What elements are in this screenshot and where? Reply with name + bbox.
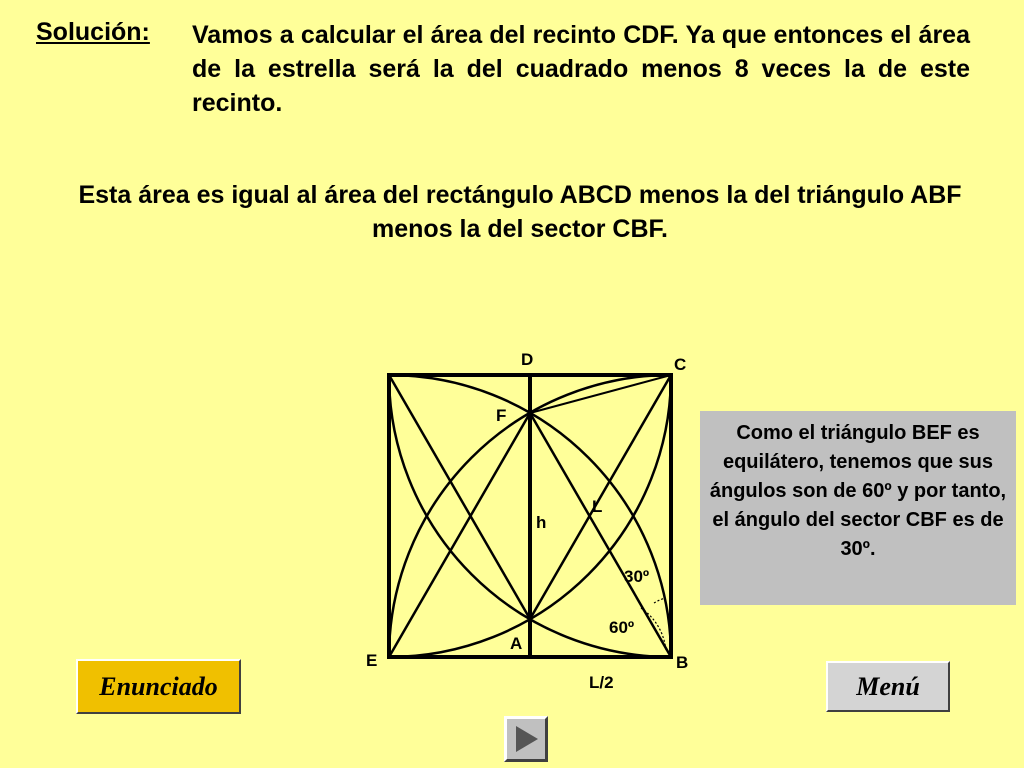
label-angle-60: 60º	[609, 618, 635, 637]
label-angle-30: 30º	[624, 567, 650, 586]
label-D: D	[521, 350, 534, 369]
label-E: E	[366, 651, 378, 670]
enunciado-button[interactable]: Enunciado	[76, 659, 241, 714]
note-box: Como el triángulo BEF es equilátero, tenemos que sus ángulos son de 60º y por tanto, el ángulo del sector CBF es de 30º.	[700, 411, 1016, 605]
angle-arc-60	[641, 608, 666, 651]
label-L: L	[592, 497, 603, 516]
line-FC	[530, 375, 671, 413]
label-h: h	[536, 513, 547, 532]
solution-text: Vamos a calcular el área del recinto CDF. Ya que entonces el área de la estrella será la del cuadrado menos 8 veces la de este recinto.	[192, 21, 970, 117]
label-A: A	[510, 634, 523, 653]
next-button[interactable]	[504, 716, 548, 762]
label-half-side: L/2	[589, 673, 614, 692]
label-B: B	[676, 653, 689, 672]
label-F: F	[496, 406, 507, 425]
angle-arc-30	[654, 598, 665, 603]
line-EF	[389, 413, 530, 657]
label-C: C	[674, 355, 687, 374]
menu-button[interactable]: Menú	[826, 661, 950, 712]
play-arrow-icon	[516, 726, 538, 752]
geometry-diagram	[356, 342, 702, 692]
line-top-left-A	[389, 375, 530, 619]
explanation-text: Esta área es igual al área del rectángulo ABCD menos la del triángulo ABF menos la del sector CBF.	[78, 181, 962, 243]
line-BF	[530, 413, 671, 657]
solution-label: Solución:	[36, 18, 150, 46]
